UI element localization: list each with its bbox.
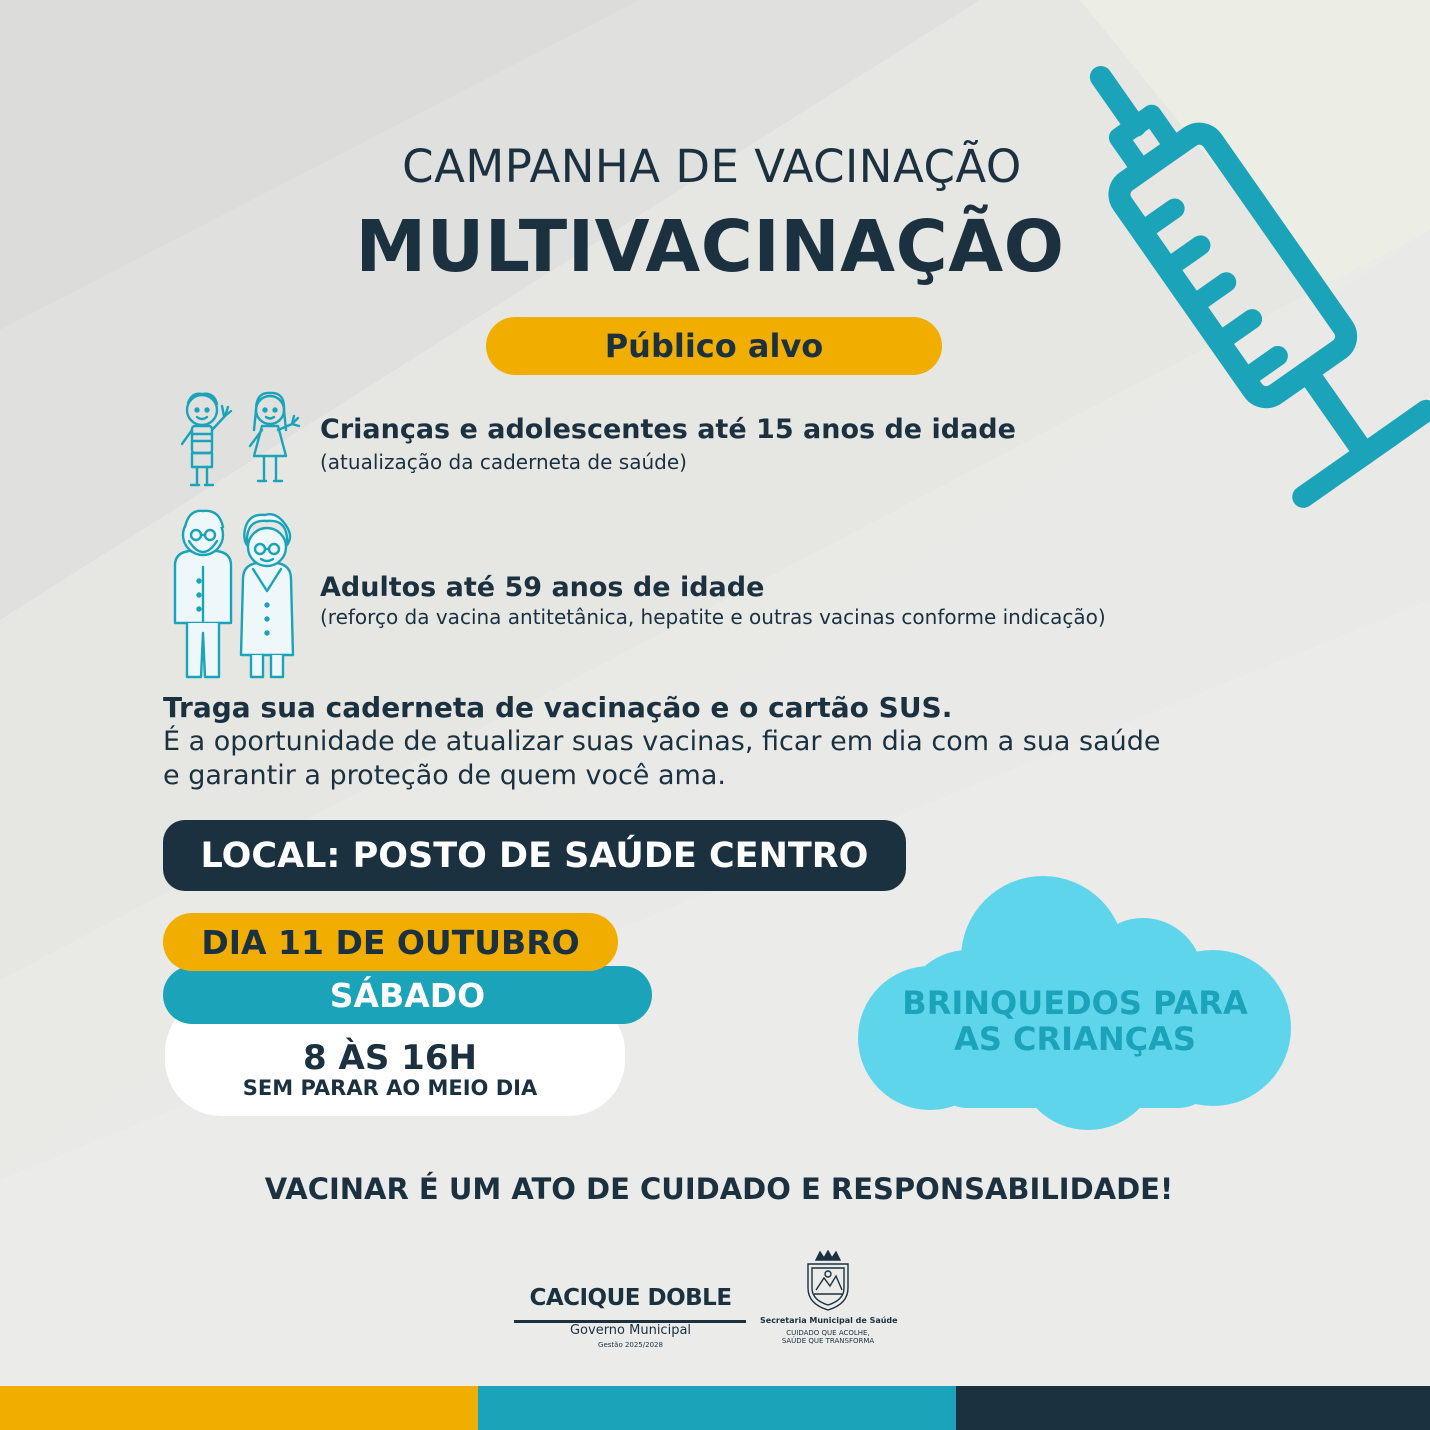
secretariat-slogan xyxy=(760,1329,896,1345)
group-adults-title: Adultos até 59 anos de idade xyxy=(320,572,765,603)
municipality-logo xyxy=(508,1285,753,1355)
children-icon xyxy=(170,388,310,493)
date-badge: DIA 11 DE OUTUBRO xyxy=(163,913,618,971)
bring-documents-text: Traga sua caderneta de vacinação e o cartão SUS. xyxy=(163,691,953,724)
cloud-text xyxy=(880,985,1270,1057)
slogan: VACINAR É UM ATO DE CUIDADO E RESPONSABILIDADE! xyxy=(264,1172,1174,1206)
coat-of-arms-icon xyxy=(802,1250,854,1312)
secretariat-slogan-line1: CUIDADO QUE ACOLHE, xyxy=(786,1329,870,1337)
weekday-badge: SÁBADO xyxy=(163,966,652,1024)
group-children-title: Crianças e adolescentes até 15 anos de idade xyxy=(320,414,1016,445)
opportunity-text-line2: e garantir a proteção de quem você ama. xyxy=(163,760,726,791)
target-audience-badge: Público alvo xyxy=(486,317,942,375)
hours-text: 8 ÀS 16H xyxy=(303,1038,477,1078)
footer-bar-teal xyxy=(478,1386,956,1430)
main-title: MULTIVACINAÇÃO xyxy=(355,205,1065,288)
cloud-text-line1: BRINQUEDOS PARA xyxy=(902,984,1248,1022)
secretariat-name: Secretaria Municipal de Saúde xyxy=(760,1316,898,1325)
campaign-title: CAMPANHA DE VACINAÇÃO xyxy=(402,140,1022,193)
opportunity-text-line1: É a oportunidade de atualizar suas vacinas, ficar em dia com a sua saúde xyxy=(163,726,1161,757)
location-banner: LOCAL: POSTO DE SAÚDE CENTRO xyxy=(163,820,906,891)
hours-note: SEM PARAR AO MEIO DIA xyxy=(242,1076,538,1100)
footer-bar-yellow xyxy=(0,1386,478,1430)
municipality-term: Gestão 2025/2028 xyxy=(598,1341,663,1349)
municipality-subtitle: Governo Municipal xyxy=(569,1323,692,1338)
group-children-subtitle: (atualização da caderneta de saúde) xyxy=(320,450,687,474)
municipality-name: CACIQUE DOBLE xyxy=(529,1285,732,1311)
secretariat-slogan-line2: SAÚDE QUE TRANSFORMA xyxy=(781,1337,875,1345)
cloud-text-line2: AS CRIANÇAS xyxy=(954,1020,1196,1058)
secretariat-logo xyxy=(760,1250,896,1350)
group-adults-subtitle: (reforço da vacina antitetânica, hepatite e outras vacinas conforme indicação) xyxy=(320,605,1106,629)
elderly-couple-icon xyxy=(165,505,300,685)
footer-bar-navy xyxy=(956,1386,1430,1430)
